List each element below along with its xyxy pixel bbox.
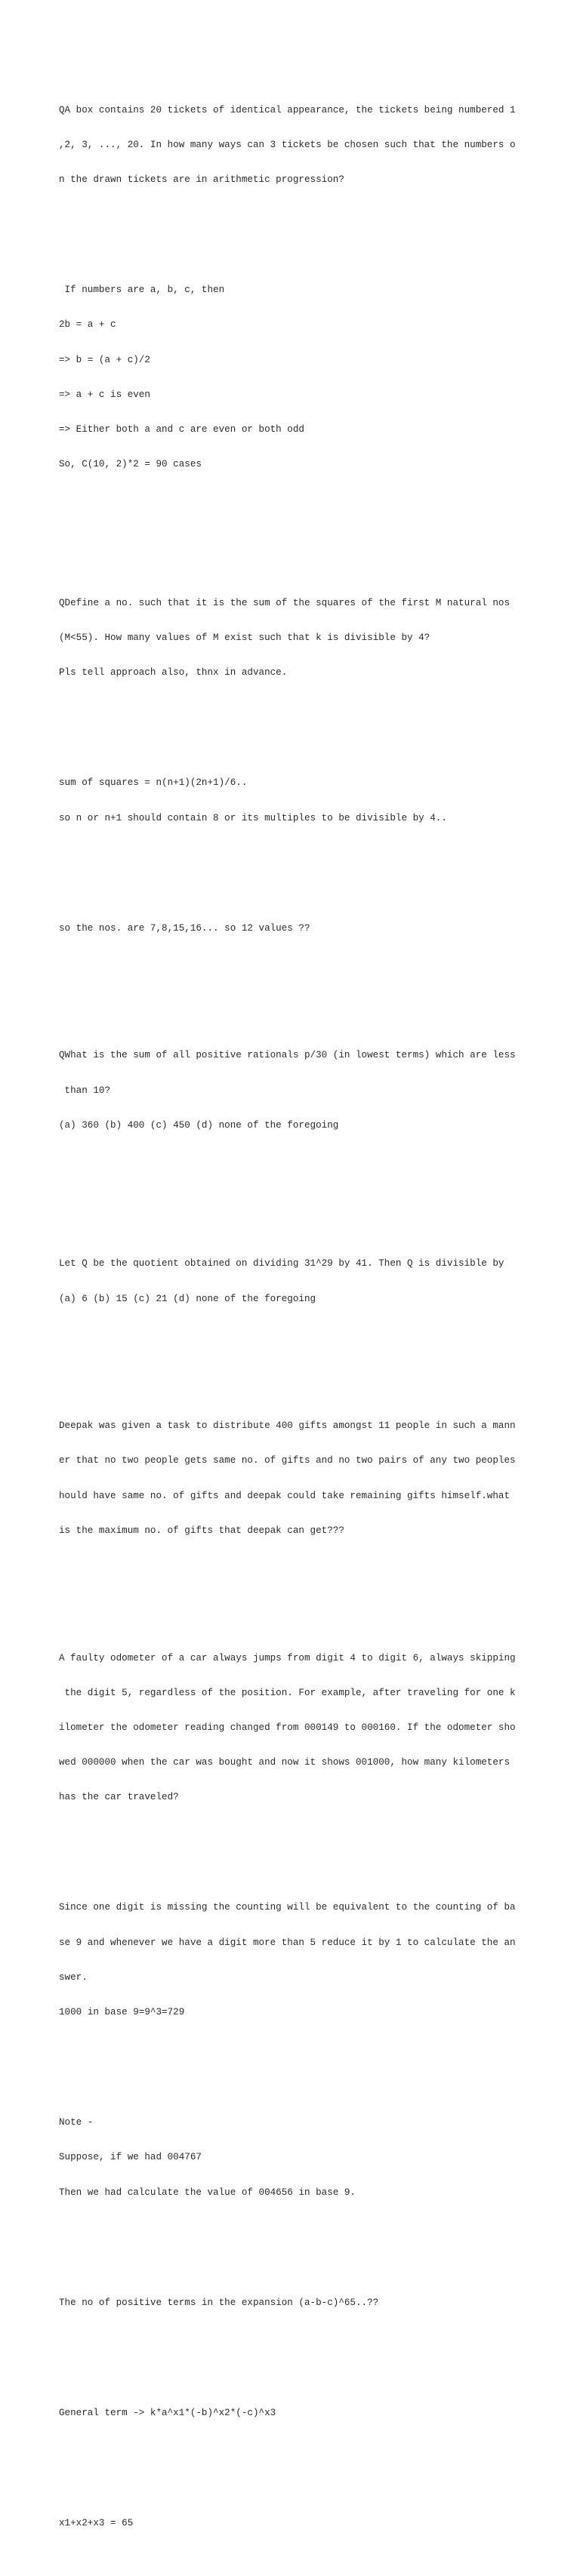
text-line: is the maximum no. of gifts that deepak can get??? <box>59 1525 344 1536</box>
squares-conclusion <box>59 900 527 958</box>
text-line: Pls tell approach also, thnx in advance. <box>59 667 288 679</box>
odometer-answer <box>59 1879 527 2042</box>
text-line: wed 000000 when the car was bought and now it shows 001000, how many kilometers <box>59 1757 511 1768</box>
text-line: Then we had calculate the value of 004656 in base 9. <box>59 2187 356 2198</box>
rationals-question <box>59 1027 527 1155</box>
gifts-question <box>59 1397 527 1560</box>
text-line: Since one digit is missing the counting will be equivalent to the counting of ba <box>59 1902 516 1913</box>
text-line: Note - <box>59 2117 94 2128</box>
text-line: se 9 and whenever we have a digit more than 5 reduce it by 1 to calculate the an <box>59 1937 516 1948</box>
text-line: If numbers are a, b, c, then <box>59 285 225 296</box>
expansion-constraint <box>59 2494 527 2553</box>
text-line: QWhat is the sum of all positive rationals p/30 (in lowest terms) which are less <box>59 1050 516 1061</box>
text-line: sum of squares = n(n+1)(2n+1)/6.. <box>59 777 248 789</box>
text-line: QA box contains 20 tickets of identical appearance, the tickets being numbered 1 <box>59 104 516 115</box>
text-line: so n or n+1 should contain 8 or its multiples to be divisible by 4.. <box>59 812 447 823</box>
text-line: => Either both a and c are even or both odd <box>59 423 304 435</box>
text-line: (M<55). How many values of M exist such that k is divisible by 4? <box>59 632 430 644</box>
text-line: hould have same no. of gifts and deepak could take remaining gifts himself.what <box>59 1490 511 1501</box>
text-line: n the drawn tickets are in arithmetic progression? <box>59 174 344 186</box>
text-line: so the nos. are 7,8,15,16... so 12 values ?? <box>59 922 310 934</box>
text-line: Suppose, if we had 004767 <box>59 2152 202 2163</box>
squares-answer <box>59 755 527 848</box>
expansion-general-term <box>59 2384 527 2442</box>
text-line: A faulty odometer of a car always jumps from digit 4 to digit 6, always skipping <box>59 1652 516 1663</box>
text-line: swer. <box>59 1971 88 1983</box>
text-line: => a + c is even <box>59 389 150 400</box>
text-line: ,2, 3, ..., 20. In how many ways can 3 tickets be chosen such that the numbers o <box>59 139 516 150</box>
text-line: General term -> k*a^x1*(-b)^x2*(-c)^x3 <box>59 2407 276 2418</box>
text-line: has the car traveled? <box>59 1792 179 1803</box>
document-text <box>59 58 527 2576</box>
squares-question <box>59 574 527 702</box>
text-line: (a) 6 (b) 15 (c) 21 (d) none of the foregoing <box>59 1293 316 1304</box>
ap-question <box>59 82 527 209</box>
text-line: x1+x2+x3 = 65 <box>59 2518 134 2529</box>
text-line: Deepak was given a task to distribute 400 gifts amongst 11 people in such a mann <box>59 1420 516 1432</box>
text-line: the digit 5, regardless of the position. For example, after traveling for one k <box>59 1687 516 1698</box>
text-line: QDefine a no. such that it is the sum of the squares of the first M natural nos <box>59 597 511 608</box>
quotient-question <box>59 1236 527 1328</box>
text-line: The no of positive terms in the expansion (a-b-c)^65..?? <box>59 2297 379 2308</box>
text-line: => b = (a + c)/2 <box>59 354 150 365</box>
ap-answer <box>59 261 527 494</box>
text-line: er that no two people gets same no. of gifts and no two pairs of any two peoples <box>59 1455 516 1467</box>
odometer-note <box>59 2094 527 2221</box>
expansion-question <box>59 2274 527 2332</box>
odometer-question <box>59 1630 527 1827</box>
text-line: 2b = a + c <box>59 319 116 331</box>
text-line: Let Q be the quotient obtained on dividing 31^29 by 41. Then Q is divisible by <box>59 1258 504 1270</box>
text-line: (a) 360 (b) 400 (c) 450 (d) none of the foregoing <box>59 1119 339 1131</box>
text-line: So, C(10, 2)*2 = 90 cases <box>59 459 202 470</box>
text-line: than 10? <box>59 1085 111 1096</box>
text-line: 1000 in base 9=9^3=729 <box>59 2007 185 2018</box>
text-line: ilometer the odometer reading changed from 000149 to 000160. If the odometer sho <box>59 1722 516 1733</box>
